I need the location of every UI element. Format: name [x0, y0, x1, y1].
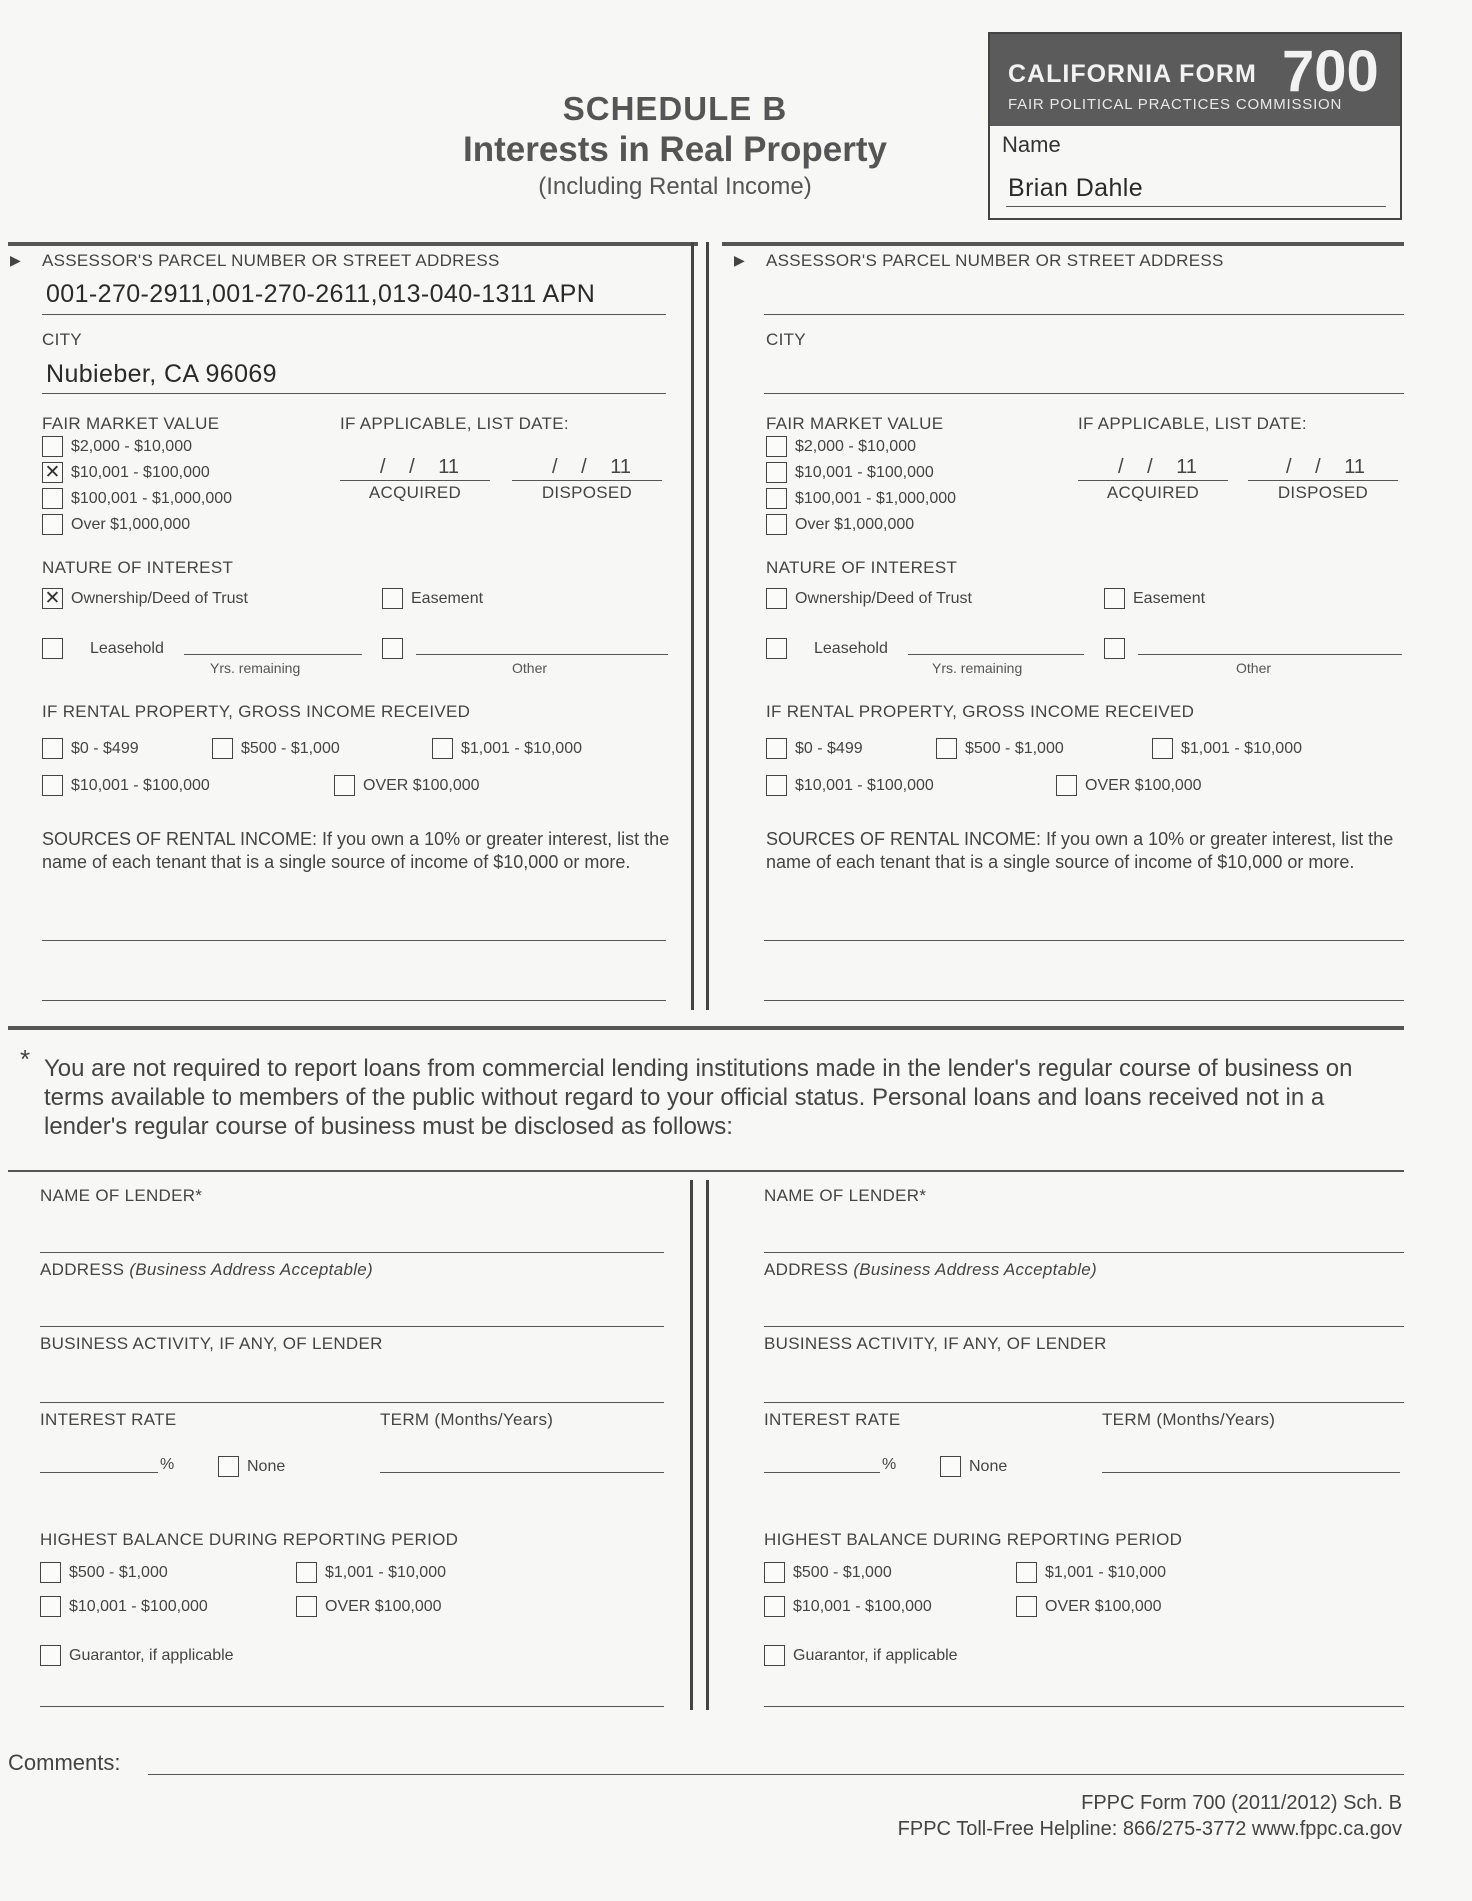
rental-option-3[interactable]: $1,001 - $10,000 [1152, 738, 1302, 759]
rental-option-3[interactable]: $1,001 - $10,000 [432, 738, 582, 759]
rental-option-1[interactable]: $0 - $499 [766, 738, 863, 759]
sources-text: SOURCES OF RENTAL INCOME: If you own a 10% or greater interest, list the name of each tenant that is a single source of income of $10,000 or more. [766, 829, 1394, 872]
comments-label: Comments: [8, 1750, 121, 1775]
disposed-label: DISPOSED [541, 483, 633, 502]
term-label: TERM (Months/Years) [1102, 1410, 1276, 1429]
checkbox[interactable] [40, 1596, 61, 1617]
fmv-option-1[interactable]: $2,000 - $10,000 [766, 436, 916, 457]
fmv-option-1[interactable]: $2,000 - $10,000 [42, 436, 192, 457]
ownership-option[interactable]: ✕ Ownership/Deed of Trust [42, 588, 248, 609]
easement-option[interactable]: Easement [1104, 588, 1205, 609]
checkbox[interactable] [766, 514, 787, 535]
parcel-label: ASSESSOR'S PARCEL NUMBER OR STREET ADDRESS [42, 251, 500, 270]
parcel-label: ASSESSOR'S PARCEL NUMBER OR STREET ADDRESS [766, 251, 1224, 270]
checkbox[interactable] [40, 1562, 61, 1583]
fmv-option-4[interactable]: Over $1,000,000 [42, 514, 190, 535]
checkbox[interactable] [40, 1645, 61, 1666]
top-rule-left [8, 242, 698, 246]
acquired-date[interactable]: / / 11 [1118, 456, 1197, 478]
rental-option-5[interactable]: OVER $100,000 [1056, 775, 1202, 796]
date-label: IF APPLICABLE, LIST DATE: [340, 414, 569, 433]
balance-option-4[interactable]: OVER $100,000 [296, 1596, 442, 1617]
comments-field[interactable] [148, 1774, 1404, 1775]
checkbox[interactable] [764, 1645, 785, 1666]
checkbox[interactable] [42, 436, 63, 457]
rental-option-1[interactable]: $0 - $499 [42, 738, 139, 759]
fmv-option-2[interactable]: $10,001 - $100,000 [766, 462, 934, 483]
guarantor-option[interactable]: Guarantor, if applicable [764, 1645, 958, 1666]
rental-label: IF RENTAL PROPERTY, GROSS INCOME RECEIVED [766, 702, 1195, 721]
loan-section-rule [8, 1026, 1404, 1030]
form-box [988, 32, 1402, 220]
rental-option-5[interactable]: OVER $100,000 [334, 775, 480, 796]
column-divider-2 [706, 242, 709, 1010]
address-label: ADDRESS (Business Address Acceptable) [764, 1260, 1097, 1279]
acquired-label: ACQUIRED [368, 483, 462, 502]
checkbox[interactable] [334, 775, 355, 796]
rental-option-2[interactable]: $500 - $1,000 [936, 738, 1064, 759]
rental-option-2[interactable]: $500 - $1,000 [212, 738, 340, 759]
lender-label: NAME OF LENDER* [764, 1186, 927, 1205]
easement-option[interactable]: Easement [382, 588, 483, 609]
checkbox[interactable] [42, 738, 63, 759]
checkbox[interactable] [432, 738, 453, 759]
other-checkbox[interactable] [1104, 638, 1125, 659]
checkbox-checked[interactable]: ✕ [42, 588, 63, 609]
disposed-label: DISPOSED [1277, 483, 1369, 502]
checkbox[interactable] [766, 462, 787, 483]
leasehold-label: Leasehold [90, 640, 164, 657]
activity-label: BUSINESS ACTIVITY, IF ANY, OF LENDER [40, 1334, 383, 1353]
leasehold-checkbox[interactable] [42, 638, 63, 659]
fmv-label: FAIR MARKET VALUE [766, 414, 944, 433]
footer-helpline: FPPC Toll-Free Helpline: 866/275-3772 www.fppc.ca.gov [897, 1818, 1402, 1840]
nature-label: NATURE OF INTEREST [42, 558, 234, 577]
city-label: CITY [766, 330, 806, 349]
checkbox[interactable] [212, 738, 233, 759]
checkbox[interactable] [936, 738, 957, 759]
none-option[interactable]: None [940, 1456, 1007, 1477]
loan-column-divider-2 [706, 1180, 709, 1710]
balance-option-2[interactable]: $1,001 - $10,000 [1016, 1562, 1166, 1583]
rate-label: INTEREST RATE [40, 1410, 177, 1429]
checkbox[interactable] [764, 1596, 785, 1617]
percent-sign: % [882, 1456, 897, 1473]
checkbox[interactable] [764, 1562, 785, 1583]
rental-label: IF RENTAL PROPERTY, GROSS INCOME RECEIVED [42, 702, 471, 721]
city-value: Nubieber, CA 96069 [46, 360, 277, 388]
asterisk-marker: * [20, 1044, 31, 1074]
balance-option-1[interactable]: $500 - $1,000 [764, 1562, 892, 1583]
leasehold-label: Leasehold [814, 640, 888, 657]
balance-option-3[interactable]: $10,001 - $100,000 [40, 1596, 208, 1617]
fmv-option-2[interactable]: ✕ $10,001 - $100,000 [42, 462, 210, 483]
checkbox[interactable] [296, 1596, 317, 1617]
rental-option-4[interactable]: $10,001 - $100,000 [766, 775, 934, 796]
column-divider [691, 242, 694, 1010]
loan-column-divider [690, 1180, 693, 1710]
disposed-date[interactable]: / / 11 [552, 456, 631, 478]
rental-option-4[interactable]: $10,001 - $100,000 [42, 775, 210, 796]
other-checkbox[interactable] [382, 638, 403, 659]
checkbox[interactable] [42, 488, 63, 509]
yrs-remaining-label: Yrs. remaining [210, 660, 301, 676]
fmv-label: FAIR MARKET VALUE [42, 414, 220, 433]
checkbox[interactable] [42, 514, 63, 535]
guarantor-option[interactable]: Guarantor, if applicable [40, 1645, 234, 1666]
checkbox[interactable] [1016, 1596, 1037, 1617]
page-title: Interests in Real Property [462, 130, 888, 169]
checkbox[interactable] [766, 436, 787, 457]
checkbox-checked[interactable]: ✕ [42, 462, 63, 483]
parcel-value: 001-270-2911,001-270-2611,013-040-1311 APN [46, 280, 596, 308]
lender-label: NAME OF LENDER* [40, 1186, 203, 1205]
fmv-option-3[interactable]: $100,001 - $1,000,000 [766, 488, 956, 509]
loan-notice: You are not required to report loans from commercial lending institutions made in the lender's regular course of business on terms available to members of the public without regard to your official status. Personal loans and loans received not in a lender's regular course of business must be disclosed as follows: [44, 1055, 1353, 1140]
arrow-marker: ▶ [734, 252, 745, 268]
top-rule-right [722, 242, 1404, 246]
acquired-label: ACQUIRED [1106, 483, 1200, 502]
balance-label: HIGHEST BALANCE DURING REPORTING PERIOD [40, 1530, 459, 1549]
percent-sign: % [160, 1456, 175, 1473]
none-option[interactable]: None [218, 1456, 285, 1477]
checkbox[interactable] [1152, 738, 1173, 759]
checkbox[interactable] [766, 775, 787, 796]
arrow-marker: ▶ [10, 252, 21, 268]
checkbox[interactable] [940, 1456, 961, 1477]
acquired-date[interactable]: / / 11 [380, 456, 459, 478]
yrs-remaining-label: Yrs. remaining [932, 660, 1023, 676]
footer-form-id: FPPC Form 700 (2011/2012) Sch. B [1081, 1792, 1402, 1814]
name-label: Name [1002, 132, 1061, 157]
fmv-option-3[interactable]: $100,001 - $1,000,000 [42, 488, 232, 509]
disposed-date[interactable]: / / 11 [1286, 456, 1365, 478]
form-label: CALIFORNIA FORM [1008, 60, 1257, 88]
checkbox[interactable] [766, 488, 787, 509]
balance-option-4[interactable]: OVER $100,000 [1016, 1596, 1162, 1617]
city-label: CITY [42, 330, 82, 349]
balance-option-2[interactable]: $1,001 - $10,000 [296, 1562, 446, 1583]
checkbox[interactable] [218, 1456, 239, 1477]
term-label: TERM (Months/Years) [380, 1410, 554, 1429]
ownership-option[interactable]: Ownership/Deed of Trust [766, 588, 972, 609]
leasehold-checkbox[interactable] [766, 638, 787, 659]
name-value: Brian Dahle [1008, 174, 1144, 202]
fmv-option-4[interactable]: Over $1,000,000 [766, 514, 914, 535]
balance-option-3[interactable]: $10,001 - $100,000 [764, 1596, 932, 1617]
activity-label: BUSINESS ACTIVITY, IF ANY, OF LENDER [764, 1334, 1107, 1353]
checkbox[interactable] [42, 775, 63, 796]
balance-label: HIGHEST BALANCE DURING REPORTING PERIOD [764, 1530, 1183, 1549]
form-number: 700 [1282, 39, 1379, 104]
other-label: Other [512, 660, 548, 676]
checkbox[interactable] [1056, 775, 1077, 796]
footer [700, 1790, 1402, 1842]
other-label: Other [1236, 660, 1272, 676]
form-box-banner [990, 34, 1400, 126]
nature-label: NATURE OF INTEREST [766, 558, 958, 577]
checkbox[interactable] [1104, 588, 1125, 609]
sources-text: SOURCES OF RENTAL INCOME: If you own a 10% or greater interest, list the name of each tenant that is a single source of income of $10,000 or more. [42, 829, 670, 872]
balance-option-1[interactable]: $500 - $1,000 [40, 1562, 168, 1583]
schedule-heading: SCHEDULE B [562, 90, 788, 127]
date-label: IF APPLICABLE, LIST DATE: [1078, 414, 1307, 433]
checkbox[interactable] [296, 1562, 317, 1583]
address-label: ADDRESS (Business Address Acceptable) [40, 1260, 373, 1279]
checkbox[interactable] [766, 588, 787, 609]
checkbox[interactable] [382, 588, 403, 609]
rate-label: INTEREST RATE [764, 1410, 901, 1429]
commission-label: FAIR POLITICAL PRACTICES COMMISSION [1008, 96, 1343, 113]
checkbox[interactable] [1016, 1562, 1037, 1583]
checkbox[interactable] [766, 738, 787, 759]
page-subtitle: (Including Rental Income) [538, 173, 812, 200]
